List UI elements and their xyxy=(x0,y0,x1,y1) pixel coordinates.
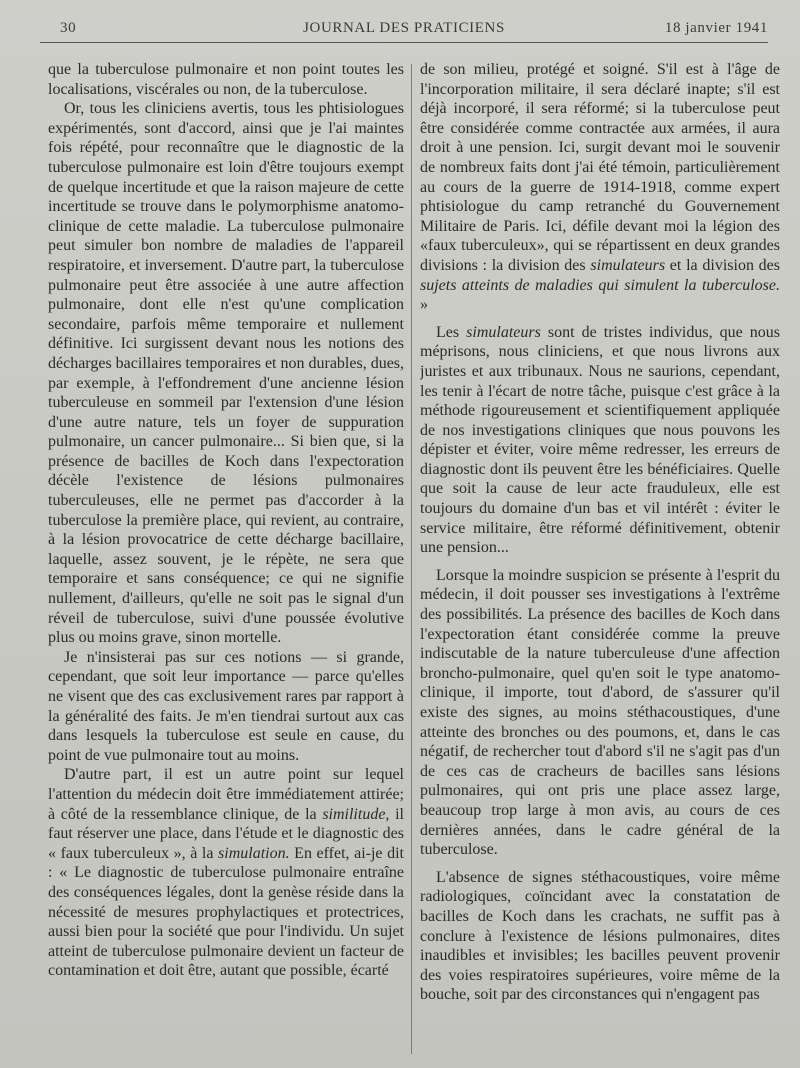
paragraph: Or, tous les cliniciens avertis, tous les phtisiologues expérimentés, sont d'accord, ainsi que je l'ai maintes fois répété, pour reconnaître que le diagnostic de la tuberculose pulmonaire est loin d'être toujours exempt de quelque incertitude et que la raison majeure de cette incertitude se trouve dans le polymorphisme anatomo-clinique de cette maladie. La tuberculose pulmonaire peut simuler bon nombre de maladies de l'appareil respiratoire, et inversement. D'autre part, la tuberculose pulmonaire peut être associée à une autre affection pulmonaire, dont elle n'est qu'une complication secondaire, parfois même temporaire et nullement définitive. Ici surgissent devant nous les notions des décharges bacillaires temporaires et non durables, dues, par exemple, à l'effondrement d'une ancienne lésion tuberculeuse en sommeil par l'extension d'une lésion d'une autre nature, tels un foyer de suppuration pulmonaire, un cancer pulmonaire... Si bien que, si la présence de bacilles de Koch dans l'expectoration décèle l'existence de lésions pulmonaires tuberculeuses, elle ne permet pas d'accorder à la tuberculose la première place, qui revient, au contraire, à la lésion provocatrice de cette décharge bacillaire, laquelle, assez souvent, je le répète, ne sera que temporaire et sans conséquence; ce qui ne signifie nullement, d'ailleurs, qu'elle ne soit pas le signal d'un réveil de tuberculose, suivi d'une poussée évolutive plus ou moins grave, sinon mortelle. xyxy=(48,100,404,647)
issue-date: 18 janvier 1941 xyxy=(664,20,768,36)
left-column xyxy=(48,60,404,1060)
text-run: » xyxy=(420,296,428,314)
right-column xyxy=(420,60,780,1060)
italic-term: similitude, xyxy=(322,805,390,823)
paragraph: Lorsque la moindre suspicion se présente à l'esprit du médecin, il doit pousser ses investigations à l'extrême des possibilités. La présence des bacilles de Koch dans l'expectoration étant considérée comme la preuve indiscutable de la nature tuberculeuse d'une affection broncho-pulmonaire, quel qu'en soit le type anatomo-clinique, il importe, tout d'abord, de s'assurer qu'il existe des signes, au moins stéthacoustiques, d'une atteinte des bronches ou des poumons, et, dans le cas négatif, de rechercher tout d'abord s'il ne s'agit pas d'un de ces cas de cracheurs de bacilles sans lésions pulmonaires, qui ont pris une place assez large, beaucoup trop large à mon avis, au cours de ces dernières années, dans le cadre général de la tuberculose. xyxy=(420,566,780,859)
paragraph: que la tuberculose pulmonaire et non point toutes les localisations, viscérales ou non, de la tuberculose. xyxy=(48,61,404,98)
italic-term: simulation. xyxy=(218,844,290,862)
paragraph: L'absence de signes stéthacoustiques, voire même radiologiques, coïncidant avec la constatation de bacilles de Koch dans les crachats, ne suffit pas à conclure à l'existence de lésions pulmonaires, dites inaudibles et invisibles; les bacilles peuvent provenir des voies respiratoires supérieures, voire même de la bouche, soit par des circonstances qui n'engagent pas xyxy=(420,868,780,1004)
column-divider xyxy=(411,64,412,1054)
text-run: sont de tristes individus, que nous méprisons, nous cliniciens, et que nous livrons aux juristes et aux tribunaux. Nous ne saurions, cependant, les tenir à l'écart de notre tâche, puisque c'est grâce à la méthode rigoureusement et scientifiquement appliquée de nos investigations cliniques que nous pouvons les dépister et éviter, voire même redresser, les erreurs de diagnostic dont ils peuvent être les bénéficiaires. Quelle que soit la cause de leur acte frauduleux, elle est toujours du domaine d'un bas et vil intérêt : éviter le service militaire, être réformé définitivement, obtenir une pension... xyxy=(420,323,780,557)
paragraph: Je n'insisterai pas sur ces notions — si grande, cependant, que soit leur importance — parce qu'elles ne visent que des cas exclusivement rares par rapport à la généralité des faits. Je m'en tiendrai surtout aux cas dans lesquels la tuberculose est seule en cause, du point de vue pulmonaire tout au moins. xyxy=(48,648,404,764)
text-run: D'autre part, il est un autre point sur lequel l'attention du médecin doit être immédiatement attirée; à côté de la ressemblance clinique, de la xyxy=(48,766,404,823)
italic-term: simulateurs xyxy=(466,323,541,341)
text-run: et la division des xyxy=(665,256,780,274)
text-run: il faut réserver une place, dans l'étude et le diagnostic des « faux tuberculeux », à la xyxy=(48,805,404,862)
paragraph xyxy=(420,323,780,558)
paragraph xyxy=(420,60,780,315)
page-number: 30 xyxy=(60,20,77,36)
text-run: En effet, ai-je dit : « Le diagnostic de tuberculose pulmonaire entraîne des conséquences légales, dont la genèse réside dans la nécessité de mesures prophylactiques et protectrices, aussi bien pour la société que pour l'individu. Un sujet atteint de tuberculose pulmonaire devient un facteur de contamination et doit être, autant que possible, écarté xyxy=(48,844,404,980)
italic-term: sujets atteints de maladies qui simulent la tuberculose. xyxy=(420,276,780,294)
italic-term: simulateurs xyxy=(590,256,666,274)
header-rule xyxy=(40,42,768,43)
page-header xyxy=(40,14,768,42)
paragraph xyxy=(48,765,404,981)
text-run: de son milieu, protégé et soigné. S'il est à l'âge de l'incorporation militaire, il sera déclaré inapte; s'il est déjà incorporé, il sera réformé; si la tuberculose peut être considérée comme contractée aux armées, il aura droit à une pension. Ici, surgit devant moi le souvenir de nombreux faits dont j'ai été témoin, particulièrement au cours de la guerre de 1914-1918, comme expert phtisiologue du camp retranché du Gouvernement Militaire de Paris. Ici, défile devant moi la légion des «faux tuberculeux», qui se répartissent en deux grandes divisions : la division des xyxy=(420,61,780,274)
journal-title: JOURNAL DES PRATICIENS xyxy=(303,20,505,36)
text-run: Les xyxy=(436,323,467,341)
